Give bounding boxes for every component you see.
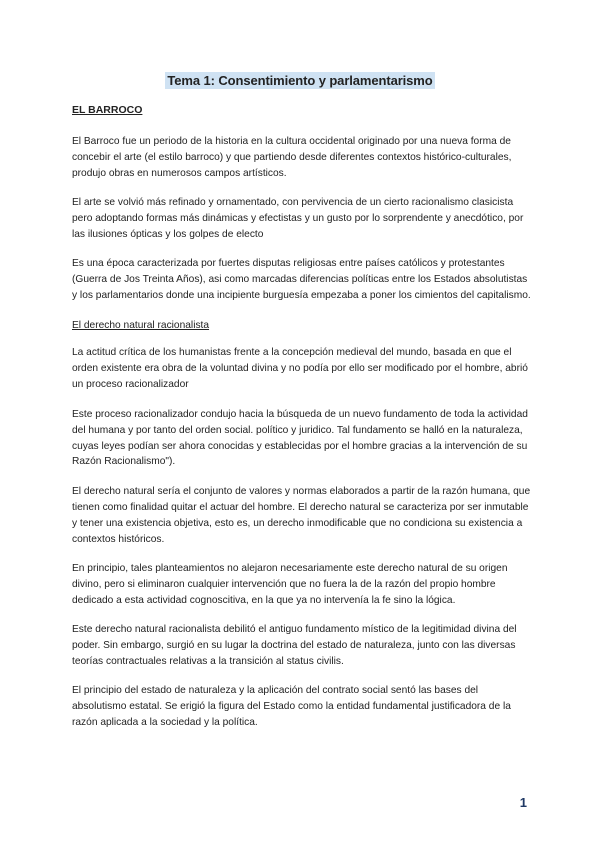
page-number: 1 [519,795,527,810]
body-paragraph: En principio, tales planteamientos no alejaron necesariamente este derecho natural de su origen divino, pero si eliminaron cualquier intervención que no fuera la de la razón del propio hombre dedicado a esta actividad cognoscitiva, en la que ya no intervenía la fe sino la lógica. [72,562,508,606]
body-paragraph: La actitud crítica de los humanistas frente a la concepción medieval del mundo, basada en que el orden existente era obra de la voluntad divina y no podía por ello ser modificado por el hombre, abrió un proceso racionalizador [72,347,528,391]
title-container [0,72,600,90]
subheading: El derecho natural racionalista [72,319,210,331]
document-body [72,103,532,745]
body-paragraph: El principio del estado de naturaleza y la aplicación del contrato social sentó las bases del absolutismo estatal. Se erigió la figura del Estado como la entidad fundamental justificadora de la razón aplicada a la sociedad y la política. [72,685,511,729]
intro-paragraph: El Barroco fue un periodo de la historia en la cultura occidental originado por una nueva forma de concebir el arte (el estilo barroco) y que partiendo desde diferentes contextos histórico-culturales, produjo obras en numerosos campos artísticos. [72,135,512,179]
document-title: Tema 1: Consentimiento y parlamentarismo [167,73,433,88]
body-paragraph: Este derecho natural racionalista debilitó el antiguo fundamento místico de la legitimidad divina del poder. Sin embargo, surgió en su lugar la doctrina del estado de naturaleza, junto con las diversas teorías contractuales relativas a la transición al status civilis. [72,624,517,667]
body-paragraph: Este proceso racionalizador condujo hacia la búsqueda de un nuevo fundamento de toda la actividad del humana y por tanto del orden social. político y juridico. Tal fundamento se halló en la naturaleza, cuyas leyes podían ser ahora conocidas y establecidas por el hombre gracias a la intervención de su Razón Racionalismo"). [72,408,528,468]
intro-paragraph: Es una época caracterizada por fuertes disputas religiosas entre países católicos y protestantes (Guerra de Jos Treinta Años), asi como marcadas diferencias políticas entre los Estados absolutistas y los parlamentarios donde una incipiente burguesía empezaba a poner los cimientos del capitalismo. [72,258,531,302]
intro-paragraph: El arte se volvió más refinado y ornamentado, con pervivencia de un cierto racionalismo clasicista pero adoptando formas más dinámicas y efectistas y un gusto por lo sorprendente y anecdótico, por las ilusiones ópticas y los golpes de electo [72,197,524,240]
section-heading: EL BARROCO [72,104,143,116]
body-paragraph: El derecho natural sería el conjunto de valores y normas elaborados a partir de la razón humana, que tienen como finalidad quitar el actuar del hombre. El derecho natural se caracteriza por ser inmutable y tener una existencia objetiva, esto es, un derecho inmodificable que no condiciona su existencia a contextos históricos. [72,485,531,545]
